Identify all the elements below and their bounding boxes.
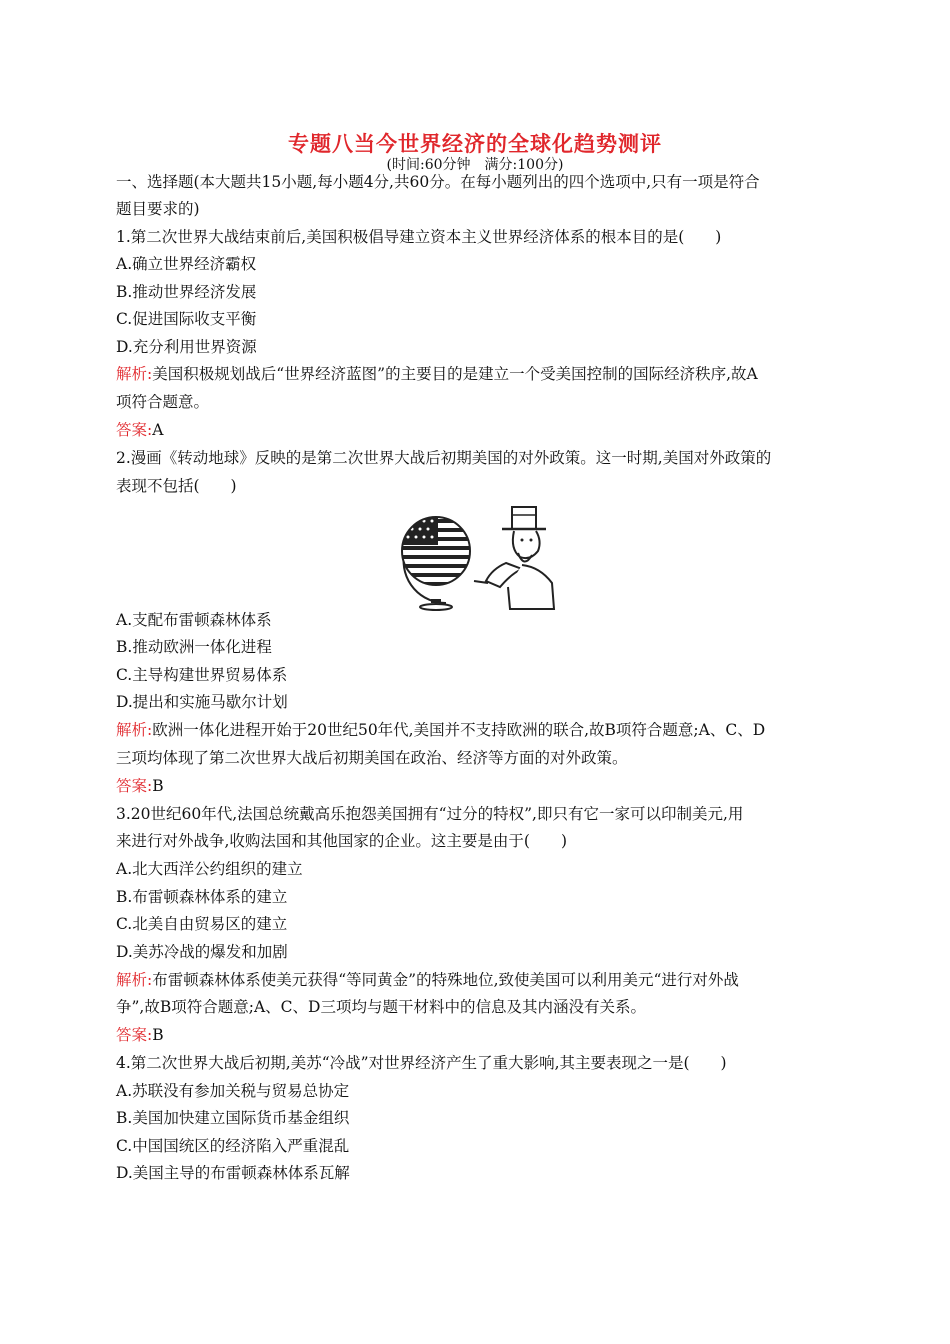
question-1-option-d: D.充分利用世界资源 xyxy=(116,338,257,356)
answer-value: A xyxy=(152,421,164,439)
question-2-option-a: A.支配布雷顿森林体系 xyxy=(116,611,272,629)
question-2-analysis-line-2: 三项均体现了第二次世界大战后初期美国在政治、经济等方面的对外政策。 xyxy=(116,749,628,767)
question-4-option-a: A.苏联没有参加关税与贸易总协定 xyxy=(116,1082,350,1100)
analysis-label: 解析: xyxy=(116,365,153,383)
question-2-analysis-line-1 xyxy=(116,720,765,740)
answer-label: 答案: xyxy=(116,777,153,795)
analysis-text: 欧洲一体化进程开始于20世纪50年代,美国并不支持欧洲的联合,故B项符合题意;A、C、D xyxy=(152,721,766,739)
question-4-option-c: C.中国国统区的经济陷入严重混乱 xyxy=(116,1137,350,1155)
analysis-text: 美国积极规划战后“世界经济蓝图”的主要目的是建立一个受美国控制的国际经济秩序,故A xyxy=(152,365,758,383)
question-3-analysis-line-1 xyxy=(116,970,739,990)
analysis-label: 解析: xyxy=(116,971,153,989)
question-4-option-d: D.美国主导的布雷顿森林体系瓦解 xyxy=(116,1164,350,1182)
question-3-analysis-line-2: 争”,故B项符合题意;A、C、D三项均与题干材料中的信息及其内涵没有关系。 xyxy=(116,998,646,1016)
question-1-analysis-line-1 xyxy=(116,364,758,384)
question-2-option-b: B.推动欧洲一体化进程 xyxy=(116,638,272,656)
question-1-option-b: B.推动世界经济发展 xyxy=(116,283,257,301)
question-2-stem-line-2: 表现不包括( ) xyxy=(116,477,237,495)
question-2-answer xyxy=(116,776,164,796)
document-title: 专题八当今世界经济的全球化趋势测评 xyxy=(288,132,662,156)
answer-value: B xyxy=(152,1026,164,1044)
document-subtitle: (时间:60分钟 满分:100分) xyxy=(386,157,564,173)
question-1-analysis-line-2: 项符合题意。 xyxy=(116,393,210,411)
analysis-label: 解析: xyxy=(116,721,153,739)
question-2-option-c: C.主导构建世界贸易体系 xyxy=(116,666,288,684)
question-1-option-a: A.确立世界经济霸权 xyxy=(116,255,257,273)
question-1-answer xyxy=(116,420,163,440)
question-3-option-c: C.北美自由贸易区的建立 xyxy=(116,915,288,933)
question-3-option-d: D.美苏冷战的爆发和加剧 xyxy=(116,943,288,961)
question-3-option-b: B.布雷顿森林体系的建立 xyxy=(116,888,288,906)
answer-value: B xyxy=(152,777,164,795)
question-1-option-c: C.促进国际收支平衡 xyxy=(116,310,257,328)
section-heading-line-1: 一、选择题(本大题共15小题,每小题4分,共60分。在每小题列出的四个选项中,只有一项是符合 xyxy=(116,173,760,191)
question-3-answer xyxy=(116,1025,164,1045)
question-4-stem: 4.第二次世界大战后初期,美苏“冷战”对世界经济产生了重大影响,其主要表现之一是( ) xyxy=(116,1054,727,1072)
question-2-stem-line-1: 2.漫画《转动地球》反映的是第二次世界大战后初期美国的对外政策。这一时期,美国对外政策的 xyxy=(116,449,772,467)
question-2-option-d: D.提出和实施马歇尔计划 xyxy=(116,693,288,711)
question-3-option-a: A.北大西洋公约组织的建立 xyxy=(116,860,303,878)
question-1-stem: 1.第二次世界大战结束前后,美国积极倡导建立资本主义世界经济体系的根本目的是( ) xyxy=(116,228,722,246)
answer-label: 答案: xyxy=(116,421,153,439)
answer-label: 答案: xyxy=(116,1026,153,1044)
rotating-globe-cartoon xyxy=(390,503,570,611)
question-4-option-b: B.美国加快建立国际货币基金组织 xyxy=(116,1109,350,1127)
question-3-stem-line-1: 3.20世纪60年代,法国总统戴高乐抱怨美国拥有“过分的特权”,即只有它一家可以印制美元,用 xyxy=(116,805,744,823)
section-heading-line-2: 题目要求的) xyxy=(116,200,200,218)
question-3-stem-line-2: 来进行对外战争,收购法国和其他国家的企业。这主要是由于( ) xyxy=(116,832,568,850)
analysis-text: 布雷顿森林体系使美元获得“等同黄金”的特殊地位,致使美国可以利用美元“进行对外战 xyxy=(152,971,739,989)
